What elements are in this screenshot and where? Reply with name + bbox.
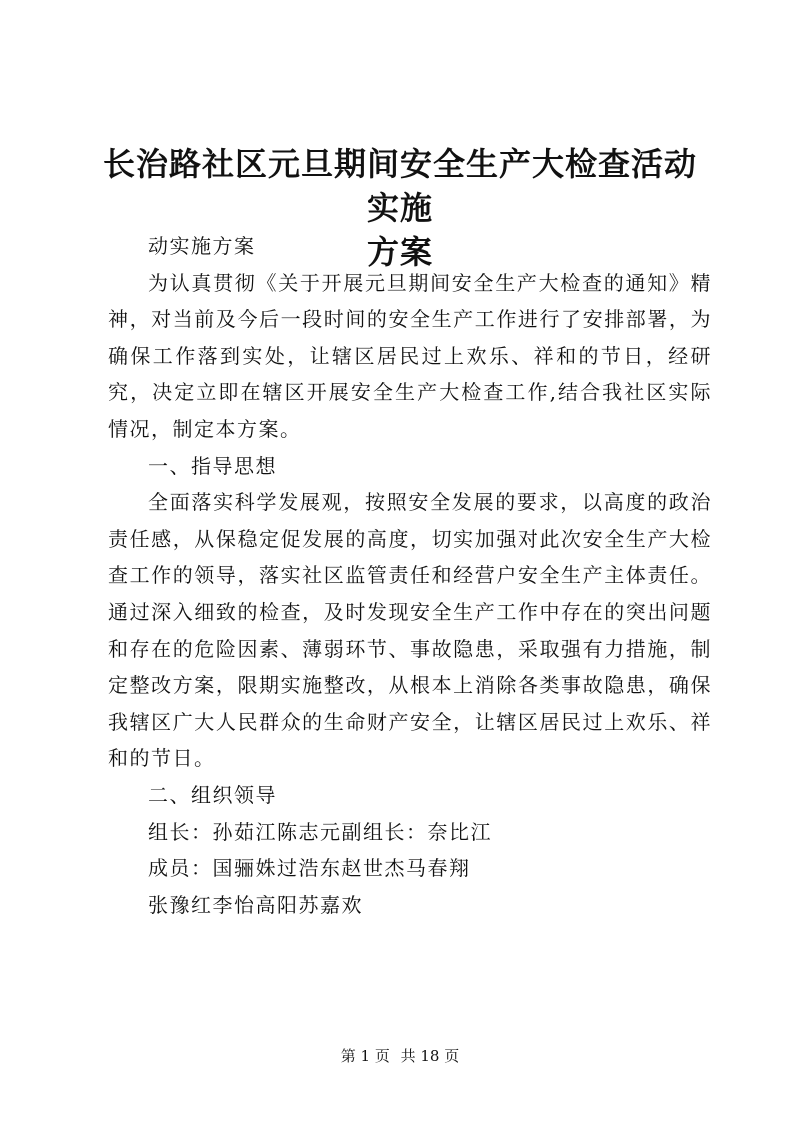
paragraph-team-leaders: 组长：孙茹江陈志元副组长：奈比江 [148, 819, 492, 844]
title-line-1: 长治路社区元旦期间安全生产大检查活动实施 [102, 145, 697, 227]
page-number: 第 1 页 [340, 1047, 390, 1065]
paragraph-guiding-ideology: 全面落实科学发展观，按照安全发展的要求，以高度的政治责任感，从保稳定促发展的高度，切实加强对此次安全生产大检查工作的领导，落实社区监管责任和经营户安全生产主体责任。通过深入细致的检查，及时发现安全生产工作中存在的突出问题和存在的危险因素、薄弱环节、事故隐患，采取强有力措施，制定整改方案，限期实施整改，从根本上消除各类事故隐患，确保我辖区广大人民群众的生命财产安全，让辖区居民过上欢乐、祥和的节日。 [108, 490, 712, 771]
paragraph-subtitle: 动实施方案 [148, 234, 256, 258]
section-heading-organization: 二、组织领导 [148, 782, 277, 807]
page-total: 共 18 页 [400, 1047, 460, 1065]
title-line-2: 方案 [366, 233, 433, 271]
paragraph-team-members: 成员：国骊姝过浩东赵世杰马春翔 [148, 856, 471, 881]
paragraph-intro: 为认真贯彻《关于开展元旦期间安全生产大检查的通知》精神，对当前及今后一段时间的安全生产工作进行了安排部署，为确保工作落到实处，让辖区居民过上欢乐、祥和的节日，经研究，决定立即在辖区开展安全生产大检查工作,结合我社区实际情况，制定本方案。 [108, 270, 712, 441]
page-footer [0, 1046, 800, 1066]
section-heading-guiding-ideology: 一、指导思想 [148, 453, 277, 478]
paragraph-team-members-continued: 张豫红李怡高阳苏嘉欢 [148, 892, 363, 917]
document-body [108, 228, 712, 923]
